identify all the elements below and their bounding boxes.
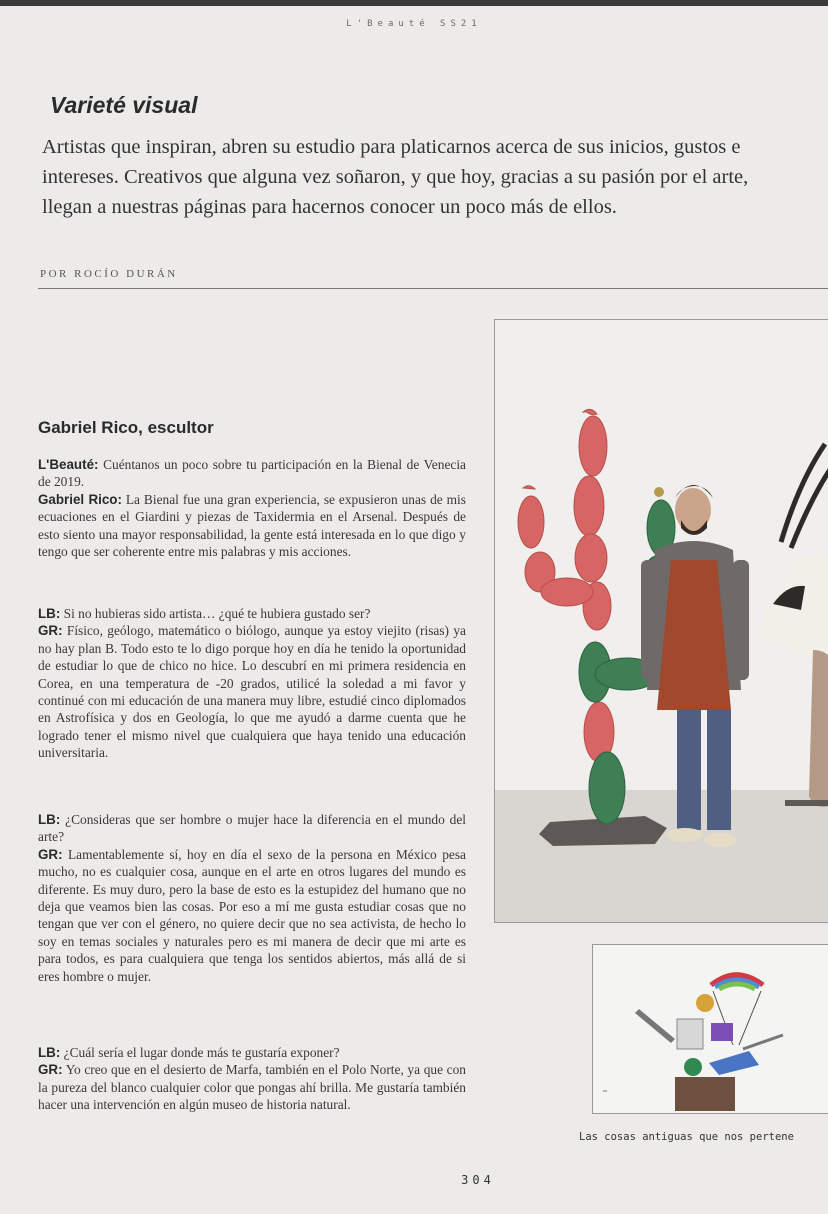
- divider-rule: [38, 288, 828, 289]
- speaker-label: LB:: [38, 1045, 61, 1060]
- sculpture-photo: [592, 944, 828, 1114]
- question-text: Cuéntanos un poco sobre tu participación en la Bienal de Venecia de 2019.: [38, 457, 466, 490]
- question: [38, 1044, 466, 1061]
- answer: [38, 622, 466, 761]
- question: [38, 456, 466, 491]
- answer-text: Yo creo que en el desierto de Marfa, también en el Polo Norte, ya que con la pureza del blanco cualquier color que pongas ahí brilla. Me gustaría también hacer una intervención en algún museo de historia natural.: [38, 1062, 466, 1113]
- answer: [38, 846, 466, 985]
- speaker-label: LB:: [38, 812, 61, 827]
- speaker-label: Gabriel Rico:: [38, 491, 122, 507]
- qa-block: [38, 1044, 466, 1114]
- answer: [38, 1061, 466, 1113]
- speaker-label: GR:: [38, 1062, 63, 1078]
- question: [38, 605, 466, 622]
- question-text: ¿Cuál sería el lugar donde más te gustaría exponer?: [63, 1045, 340, 1060]
- answer-text: Físico, geólogo, matemático o biólogo, aunque ya estoy viejito (risas) ya no hay plan B. Todo esto te lo digo porque hoy en día he tenido la oportunidad de estudiar lo que de chico no hice. Lo descubrí en mi primera residencia en Corea, en una temperatura de -20 grados, utilicé la soledad a mi favor y continué con mi educación de una manera muy libre, estudié cinco diplomados en Astrofísica y dos en Geología, lo que me ayudó a darme cuenta que he logrado tener el mismo nivel que cualquiera que haya tenido una educación universitaria.: [38, 623, 466, 761]
- qa-block: [38, 605, 466, 762]
- speaker-label: GR:: [38, 623, 63, 639]
- figure-caption: Las cosas antiguas que nos pertene: [579, 1131, 794, 1143]
- artist-photo-illustration: [495, 320, 828, 922]
- intro-paragraph: Artistas que inspiran, abren su estudio para platicarnos acerca de sus inicios, gustos e intereses. Creativos que alguna vez soñaron, y que hoy, gracias a su pasión por el arte, llegan a nuestras páginas para hacernos conocer un poco más de ellos.: [42, 136, 749, 218]
- top-edge-bar: [0, 0, 828, 6]
- speaker-label: LB:: [38, 606, 61, 621]
- question-text: Si no hubieras sido artista… ¿qué te hubiera gustado ser?: [63, 606, 371, 621]
- page-number: 304: [461, 1173, 495, 1187]
- speaker-label: L'Beauté:: [38, 457, 99, 472]
- answer: [38, 491, 466, 561]
- byline: POR ROCÍO DURÁN: [40, 268, 178, 280]
- section-title: Varieté visual: [50, 92, 198, 118]
- answer-text: Lamentablemente sí, hoy en día el sexo de la persona en México pesa mucho, no es cualquier cosa, aunque en el arte en otros lugares del mundo es diferente. Es muy duro, pero la base de esto es la estupidez del humano que no deja que veamos bien las cosas. Por eso a mí me gusta estudiar cosas que no tengan que ver con el género, no quiere decir que no sea activista, de hecho lo soy en temas sociales y naturales pero es mi manera de decir que mi arte es para todos, es para cualquiera que tenga los sentidos abiertos, más allá de si eres hombre o mujer.: [38, 846, 466, 984]
- article-title: Gabriel Rico, escultor: [38, 418, 214, 437]
- artist-photo: [494, 319, 828, 923]
- answer-text: La Bienal fue una gran experiencia, se expusieron unas de mis ecuaciones en el Giardini y piezas de Taxidermia en el Arsenal. Después de esto siento una mayor responsabilidad, la gente está interesada en lo que digo y tengo que ser coherente entre mis palabras y mis acciones.: [38, 491, 466, 560]
- qa-block: [38, 811, 466, 985]
- question: [38, 811, 466, 846]
- running-head: L'Beauté SS21: [346, 19, 482, 29]
- qa-block: [38, 456, 466, 560]
- sculpture-photo-illustration: [593, 945, 828, 1113]
- speaker-label: GR:: [38, 846, 63, 862]
- question-text: ¿Consideras que ser hombre o mujer hace la diferencia en el mundo del arte?: [38, 812, 466, 845]
